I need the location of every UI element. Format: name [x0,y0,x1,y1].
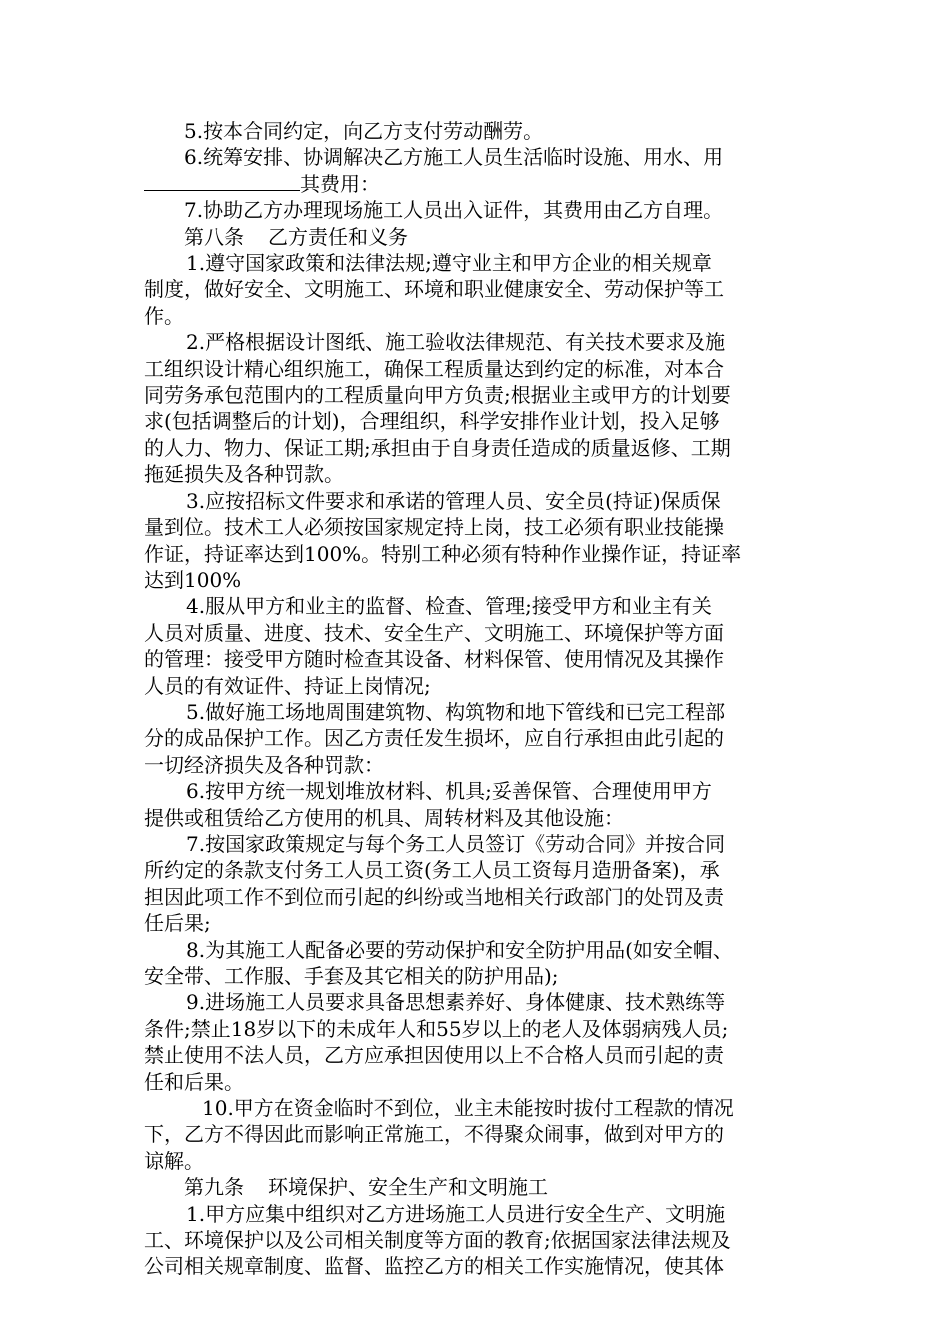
article-8-heading [144,224,810,250]
article-title: 环境保护、安全生产和文明施工 [268,1175,548,1200]
text-line: 作证，持证率达到100%。特别工种必须有特种作业操作证，持证率 [144,541,742,566]
text-line: 6.统筹安排、协调解决乙方施工人员生活临时设施、用水、用 [184,145,724,170]
text-fragment: 其费用： [300,171,380,196]
text-line: 8.为其施工人配备必要的劳动保护和安全防护用品(如安全帽、 [186,937,733,962]
text-line: 求(包括调整后的计划)，合理组织，科学安排作业计划，投入足够 [144,409,720,434]
text-line: 提供或租赁给乙方使用的机具、周转材料及其他设施： [144,805,624,830]
article-9-heading [144,1174,810,1200]
text-line: 达到100% [144,567,242,592]
text-line: 所约定的条款支付务工人员工资(务工人员工资每月造册备案)，承 [144,858,720,883]
text-line: 2.严格根据设计图纸、施工验收法律规范、有关技术要求及施 [186,330,726,355]
text-line: 拖延损失及各种罚款。 [144,462,344,487]
text-line: 的人力、物力、保证工期;承担由于自身责任造成的质量返修、工期 [144,435,731,460]
text-line: 5.按本合同约定，向乙方支付劳动酬劳。 [184,119,544,143]
text-line: 5.做好施工场地周围建筑物、构筑物和地下管线和已完工程部 [186,699,726,724]
text-line: 7.按国家政策规定与每个务工人员签订《劳动合同》并按合同 [186,831,726,856]
text-line: 人员的有效证件、持证上岗情况; [144,673,431,698]
text-line: 1.甲方应集中组织对乙方进场施工人员进行安全生产、文明施 [186,1201,726,1226]
text-line: 任后果; [144,911,211,936]
text-line: 制度，做好安全、文明施工、环境和职业健康安全、劳动保护等工 [144,277,724,302]
text-line: 分的成品保护工作。因乙方责任发生损坏，应自行承担由此引起的 [144,726,724,751]
text-line: 下，乙方不得因此而影响正常施工，不得聚众闹事，做到对甲方的 [144,1122,724,1147]
document-page [144,118,810,1280]
text-line: 6.按甲方统一规划堆放材料、机具;妥善保管、合理使用甲方 [186,779,712,804]
text-line: 同劳务承包范围内的工程质量向甲方负责;根据业主或甲方的计划要 [144,383,731,408]
article-number: 第九条 [184,1175,244,1200]
text-line: 担因此项工作不到位而引起的纠纷或当地相关行政部门的处罚及责 [144,884,724,909]
text-line: 10.甲方在资金临时不到位，业主未能按时拔付工程款的情况 [202,1096,734,1121]
text-line: 量到位。技术工人必须按国家规定持上岗，技工必须有职业技能操 [144,515,724,540]
text-line: 工组织设计精心组织施工，确保工程质量达到约定的标准，对本合 [144,356,724,381]
text-line: 人员对质量、进度、技术、安全生产、文明施工、环境保护等方面 [144,620,724,645]
text-line: 7.协助乙方办理现场施工人员出入证件，其费用由乙方自理。 [184,198,724,223]
text-line: 作。 [144,303,184,328]
text-line: 一切经济损失及各种罚款： [144,752,384,777]
article-title: 乙方责任和义务 [268,224,408,249]
text-line [144,171,810,197]
text-line: 公司相关规章制度、监督、监控乙方的相关工作实施情况，使其体 [144,1254,724,1279]
text-line: 工、环境保护以及公司相关制度等方面的教育;依据国家法律法规及 [144,1228,731,1253]
text-line: 4.服从甲方和业主的监督、检查、管理;接受甲方和业主有关 [186,594,712,619]
text-line: 任和后果。 [144,1069,244,1094]
text-line: 禁止使用不法人员，乙方应承担因使用以上不合格人员而引起的责 [144,1043,724,1068]
text-line: 9.进场施工人员要求具备思想素养好、身体健康、技术熟练等 [186,990,726,1015]
text-line: 谅解。 [144,1148,204,1173]
text-line: 3.应按招标文件要求和承诺的管理人员、安全员(持证)保质保 [186,488,721,513]
article-number: 第八条 [184,224,244,249]
blank-underline [144,172,300,191]
text-line: 1.遵守国家政策和法律法规;遵守业主和甲方企业的相关规章 [186,251,712,276]
text-line: 安全带、工作服、手套及其它相关的防护用品); [144,964,559,988]
text-line: 的管理：接受甲方随时检查其设备、材料保管、使用情况及其操作 [144,647,724,672]
text-line: 条件;禁止18岁以下的未成年人和55岁以上的老人及体弱病残人员; [144,1016,729,1041]
